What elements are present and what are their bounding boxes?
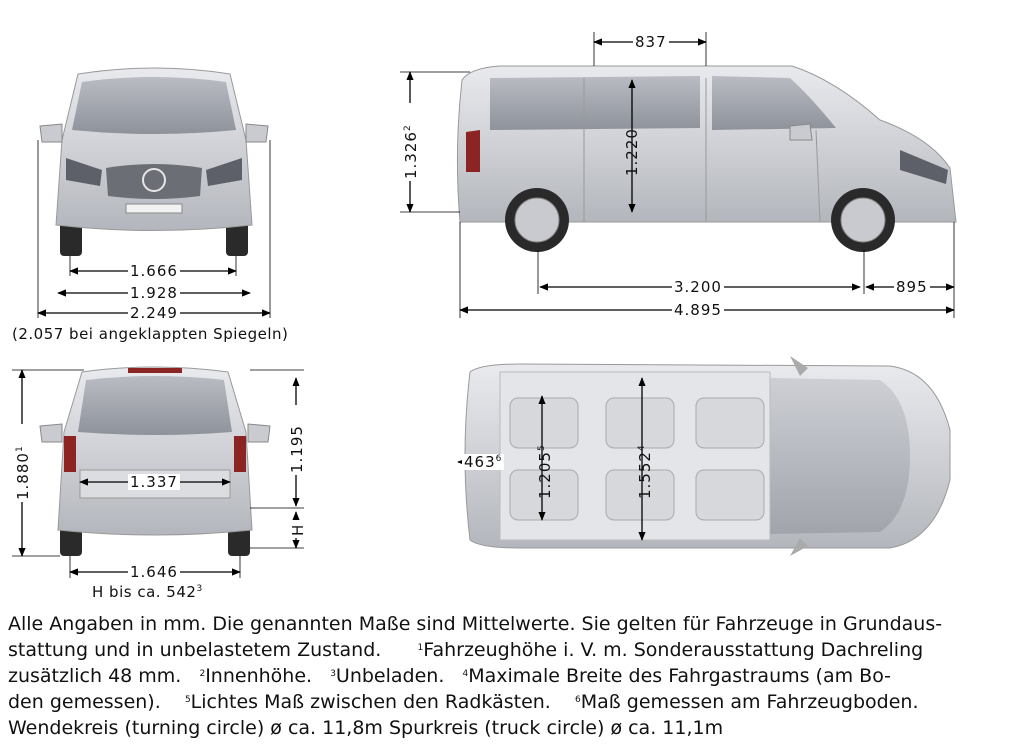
interior-height-dimension: 1.220 bbox=[623, 128, 641, 176]
rear-track-dimension: 1.646 bbox=[130, 563, 178, 581]
footnote-line-2: stattung und in unbelastetem Zustand. $^1$Fahrzeughöhe i. V. m. Sonderausstattung Dachreling bbox=[8, 639, 924, 661]
sill-height-note: H bis ca. $542^3$ bbox=[92, 583, 203, 601]
tailgate-height-dimension: 1.195 bbox=[289, 405, 305, 475]
sill-height-label: H bbox=[290, 520, 306, 538]
load-opening-width-dimension: 1.337 bbox=[130, 473, 178, 491]
side-height-dimension: 1.326$^2$ bbox=[403, 103, 419, 181]
footnote-line-4: den gemessen). $^5$Lichtes Maß zwischen den Radkästen. $^6$Maß gemessen am Fahrzeugboden. bbox=[8, 691, 919, 713]
sliding-door-dimension: 837 bbox=[635, 33, 667, 51]
length-dimension: 4.895 bbox=[674, 301, 722, 319]
front-track-dimension: 1.666 bbox=[130, 262, 178, 280]
front-overhang-dimension: 895 bbox=[896, 278, 928, 296]
mirrors-folded-note: (2.057 bei angeklappten Spiegeln) bbox=[12, 325, 289, 343]
footnote-line-5: Wendekreis (turning circle) ø ca. 11,8m Spurkreis (truck circle) ø ca. 11,1m bbox=[8, 717, 724, 739]
front-width-dimension: 1.928 bbox=[130, 284, 178, 302]
rear-height-dimension: 1.880$^1$ bbox=[15, 424, 31, 502]
floor-width-dimension: $463^6$ bbox=[464, 453, 503, 471]
max-interior-width-dimension: 1.552$^4$ bbox=[636, 444, 654, 499]
wheelbase-dimension: 3.200 bbox=[674, 278, 722, 296]
between-wheel-arches-dimension: 1.205$^5$ bbox=[536, 444, 554, 499]
side-view-van bbox=[457, 66, 956, 252]
rear-view-van bbox=[40, 367, 270, 556]
width-with-mirrors-dimension: 2.249 bbox=[130, 304, 178, 322]
footnotes bbox=[8, 611, 1018, 741]
footnote-line-3: zusätzlich 48 mm. $^2$Innenhöhe. $^3$Unbeladen. $^4$Maximale Breite des Fahrgastraums (am Bo- bbox=[8, 665, 892, 687]
footnote-line-1: Alle Angaben in mm. Die genannten Maße sind Mittelwerte. Sie gelten für Fahrzeuge in Grundaus- bbox=[8, 613, 943, 635]
front-view-van bbox=[40, 68, 268, 256]
